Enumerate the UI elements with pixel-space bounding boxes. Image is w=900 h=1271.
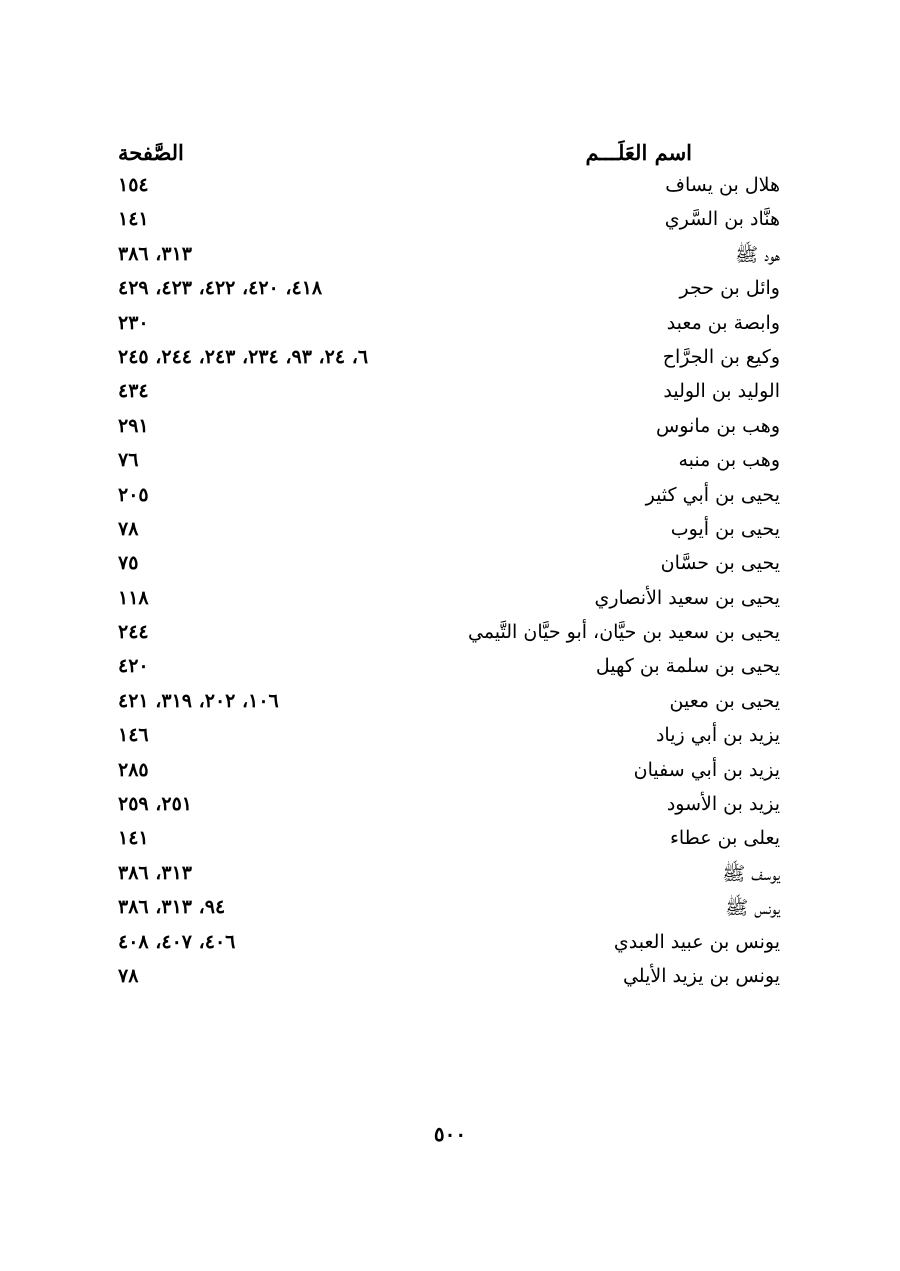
entry-pages: ٣١٣، ٣٨٦ (118, 242, 192, 265)
entry-name: يحيى بن سعيد الأنصاري (594, 586, 780, 609)
entry-name: هود ﷺ (735, 243, 780, 266)
entry-name: يزيد بن الأسود (666, 793, 780, 816)
entry-pages: ٤٣٤ (118, 380, 149, 403)
entry-pages: ٦، ٢٤، ٩٣، ٢٣٤، ٢٤٣، ٢٤٤، ٢٤٥ (118, 345, 369, 368)
index-entry (118, 344, 780, 378)
index-entry (118, 791, 780, 825)
index-entry (118, 963, 780, 997)
entry-pages: ٤٢٠ (118, 655, 149, 678)
index-entry (118, 550, 780, 584)
index-entry (118, 757, 780, 791)
entry-pages: ١٤٦ (118, 724, 149, 747)
index-entry (118, 447, 780, 481)
index-entry (118, 860, 780, 894)
entry-pages: ١٠٦، ٢٠٢، ٣١٩، ٤٢١ (118, 689, 279, 712)
entry-pages: ٧٥ (118, 552, 139, 575)
entry-name: يحيى بن أبي كثير (645, 483, 780, 506)
entry-pages: ٧٨ (118, 517, 139, 540)
index-entry (118, 825, 780, 859)
entry-pages: ٢٩١ (118, 414, 149, 437)
index-entry (118, 722, 780, 756)
entry-name: وائل بن حجر (679, 277, 780, 300)
index-entry (118, 413, 780, 447)
entry-name: وابصة بن معبد (666, 311, 780, 334)
entry-name: وهب بن مانوس (656, 414, 780, 437)
index-entries (118, 172, 780, 997)
index-entry (118, 482, 780, 516)
entry-name: يزيد بن أبي سفيان (633, 758, 780, 781)
index-entry (118, 275, 780, 309)
entry-name: يونس بن عبيد العبدي (613, 930, 780, 953)
entry-name: هنَّاد بن السَّري (664, 208, 780, 231)
entry-pages: ٢٤٤ (118, 621, 149, 644)
page-number: ٥٠٠ (433, 1122, 467, 1146)
index-header (118, 138, 780, 172)
entry-pages: ٤٠٦، ٤٠٧، ٤٠٨ (118, 930, 236, 953)
entry-name: يونس بن يزيد الأيلي (622, 964, 780, 987)
entry-name: الوليد بن الوليد (663, 380, 780, 403)
page-column-heading: الصَّفحة (118, 140, 184, 165)
index-entry (118, 653, 780, 687)
index-entry (118, 894, 780, 928)
entry-name: وهب بن منبه (678, 449, 780, 472)
entry-pages: ٢٠٥ (118, 483, 149, 506)
entry-name: يحيى بن حسَّان (660, 552, 780, 575)
entry-name: يونس ﷺ (725, 897, 780, 920)
entry-pages: ١٥٤ (118, 174, 149, 196)
name-column-heading: اسم العَلَـــم (585, 140, 692, 165)
entry-pages: ٩٤، ٣١٣، ٣٨٦ (118, 896, 226, 919)
entry-pages: ٧٨ (118, 964, 139, 987)
index-entry (118, 929, 780, 963)
entry-pages: ٢٥١، ٢٥٩ (118, 793, 192, 816)
entry-pages: ١٤١ (118, 827, 149, 850)
entry-name: هلال بن يساف (665, 174, 780, 196)
entry-pages: ٢٨٥ (118, 758, 149, 781)
index-entry (118, 310, 780, 344)
entry-pages: ٢٣٠ (118, 311, 149, 334)
entry-pages: ١٤١ (118, 208, 149, 231)
entry-pages: ١١٨ (118, 586, 149, 609)
entry-name: يعلى بن عطاء (669, 827, 780, 850)
names-index (118, 138, 780, 997)
entry-pages: ٤١٨، ٤٢٠، ٤٢٢، ٤٢٣، ٤٢٩ (118, 277, 323, 300)
index-entry (118, 378, 780, 412)
entry-name: يحيى بن أيوب (670, 517, 780, 540)
entry-name: يوسف ﷺ (722, 862, 780, 885)
entry-name: وكيع بن الجرَّاح (662, 345, 780, 368)
entry-name: يحيى بن سلمة بن كهيل (595, 655, 780, 678)
index-entry (118, 688, 780, 722)
index-entry (118, 619, 780, 653)
index-entry (118, 516, 780, 550)
entry-pages: ٧٦ (118, 449, 139, 472)
entry-pages: ٣١٣، ٣٨٦ (118, 861, 192, 884)
index-entry (118, 585, 780, 619)
index-entry (118, 206, 780, 240)
index-entry (118, 172, 780, 206)
entry-name: يزيد بن أبي زياد (655, 724, 780, 747)
entry-name: يحيى بن معين (669, 689, 780, 712)
index-entry (118, 241, 780, 275)
entry-name: يحيى بن سعيد بن حيَّان، أبو حيَّان التَّيمي (467, 621, 780, 644)
